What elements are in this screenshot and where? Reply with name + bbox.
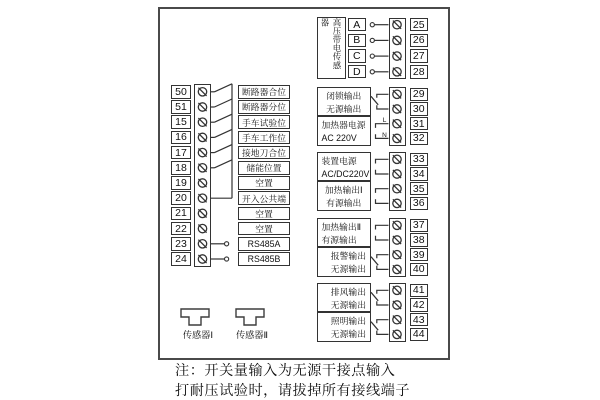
contact-top-terminal (377, 320, 389, 324)
terminal-number: 18 (171, 161, 191, 175)
terminal-screw-icon[interactable] (198, 179, 206, 187)
terminal-number: 35 (410, 182, 429, 196)
terminal-number: 43 (410, 313, 429, 327)
wire-end-circle (225, 257, 229, 261)
terminal-number: 31 (410, 117, 429, 131)
terminal-number: 32 (410, 132, 429, 146)
switch-blade-icon (215, 145, 233, 153)
terminal-screw-icon[interactable] (393, 134, 401, 142)
terminal-screw-icon[interactable] (198, 148, 206, 156)
hv-channel-box: B (348, 34, 367, 47)
switch-blade-icon (215, 114, 233, 122)
switch-blade-icon (215, 84, 233, 92)
input-label-box: 手车工作位 (238, 131, 290, 145)
contact-top-terminal (377, 94, 389, 98)
terminal-screw-icon[interactable] (393, 21, 401, 29)
output-label-line1: 闭锁输出 (326, 91, 362, 101)
sensor2-icon (236, 309, 264, 325)
terminal-screw-icon[interactable] (198, 240, 206, 248)
terminal-number: 41 (410, 284, 429, 298)
note-line-2: 打耐压试验时，请拔掉所有接线端子 (175, 383, 411, 399)
bracket-top-terminal (376, 124, 389, 128)
output-label-line2: 无源输出 (326, 103, 362, 114)
terminal-screw-icon[interactable] (393, 155, 401, 163)
note-line-1: 注：开关量输入为无源干接点输入 (175, 363, 396, 379)
line-mark: L (382, 117, 387, 125)
terminal-screw-icon[interactable] (198, 164, 206, 172)
output-label-line2: 无源输出 (330, 299, 366, 310)
contact-bottom-terminal (377, 331, 389, 335)
terminal-screw-icon[interactable] (198, 133, 206, 141)
terminal-number: 33 (410, 153, 429, 167)
terminal-screw-icon[interactable] (393, 185, 401, 193)
terminal-number: 40 (410, 263, 429, 277)
input-label-box: RS485B (238, 252, 290, 266)
terminal-screw-icon[interactable] (393, 120, 401, 128)
terminal-number: 50 (171, 85, 191, 99)
hv-channel-box: D (348, 65, 367, 78)
terminal-number: 20 (171, 191, 191, 205)
output-label-line1: 加热输出Ⅱ (321, 222, 362, 232)
terminal-number: 38 (410, 233, 429, 247)
wire-end-circle (225, 242, 229, 246)
terminal-number: 27 (410, 49, 429, 63)
input-label-box: 手车试验位 (238, 115, 290, 129)
wire-end-circle (370, 38, 374, 42)
hv-channel-box: C (348, 49, 367, 62)
terminal-screw-icon[interactable] (198, 118, 206, 126)
terminal-number: 51 (171, 100, 191, 114)
bracket-top-terminal (376, 225, 389, 229)
terminal-screw-icon[interactable] (198, 103, 206, 111)
input-label-box: 断路器分位 (238, 100, 290, 114)
terminal-screw-icon[interactable] (393, 301, 401, 309)
terminal-screw-icon[interactable] (198, 194, 206, 202)
sensor1-label: 传感器Ⅰ (182, 330, 214, 340)
terminal-number: 16 (171, 131, 191, 145)
input-label-box: 接地刀合位 (238, 146, 290, 160)
switch-blade-icon (215, 160, 233, 168)
terminal-number: 39 (410, 248, 429, 262)
bracket-top-terminal (376, 189, 389, 193)
terminal-screw-icon[interactable] (393, 286, 401, 294)
input-label-box: 断路器合位 (238, 85, 290, 99)
output-label-line1: 排风输出 (330, 287, 366, 297)
terminal-number: 26 (410, 34, 429, 48)
hv-channel-box: A (348, 18, 367, 31)
bracket-bottom-terminal (376, 236, 389, 240)
terminal-number: 30 (410, 102, 429, 116)
terminal-number: 15 (171, 115, 191, 129)
terminal-screw-icon[interactable] (393, 330, 401, 338)
output-label-line2: 有源输出 (326, 197, 362, 208)
terminal-number: 37 (410, 219, 429, 233)
terminal-screw-icon[interactable] (393, 251, 401, 259)
terminal-number: 21 (171, 207, 191, 221)
sensor2-label: 传感器Ⅱ (235, 330, 269, 340)
contact-bottom-terminal (377, 266, 389, 270)
terminal-screw-icon[interactable] (393, 316, 401, 324)
terminal-screw-icon[interactable] (393, 105, 401, 113)
bracket-top-terminal (376, 159, 389, 163)
terminal-screw-icon[interactable] (393, 265, 401, 273)
terminal-number: 19 (171, 176, 191, 190)
terminal-screw-icon[interactable] (393, 36, 401, 44)
input-label-box: RS485A (238, 237, 290, 251)
terminal-screw-icon[interactable] (393, 68, 401, 76)
terminal-number: 25 (410, 18, 429, 32)
terminal-number: 44 (410, 328, 429, 342)
terminal-screw-icon[interactable] (198, 255, 206, 263)
terminal-screw-icon[interactable] (393, 199, 401, 207)
terminal-number: 24 (171, 252, 191, 266)
input-label-box: 空置 (238, 176, 290, 190)
input-label-box: 储能位置 (238, 161, 290, 175)
output-label-line2: 有源输出 (321, 234, 357, 245)
output-label-line1: 装置电源 (321, 156, 357, 166)
contact-bottom-terminal (377, 105, 389, 109)
terminal-number: 28 (410, 65, 429, 79)
terminal-number: 29 (410, 88, 429, 102)
terminal-screw-icon[interactable] (393, 236, 401, 244)
contact-top-terminal (377, 255, 389, 259)
output-label-line1: 加热输出Ⅰ (324, 185, 363, 196)
terminal-number: 42 (410, 298, 429, 312)
terminal-number: 22 (171, 222, 191, 236)
output-label-line1: 加热器电源 (321, 120, 366, 131)
sensor1-icon (181, 309, 209, 325)
terminal-number: 36 (410, 197, 429, 211)
switch-blade-icon (215, 99, 233, 107)
terminal-screw-icon[interactable] (393, 170, 401, 178)
bracket-bottom-terminal (376, 199, 389, 203)
contact-bottom-terminal (377, 301, 389, 305)
neutral-mark: N (382, 131, 387, 139)
output-label-line2: 无源输出 (330, 263, 366, 274)
output-label-line2: AC/DC220V (321, 168, 370, 179)
terminal-number: 34 (410, 167, 429, 181)
terminal-screw-icon[interactable] (198, 209, 206, 217)
wire-end-circle (370, 23, 374, 27)
hv-sensor-label: 高压带电传感器 (320, 18, 342, 70)
bracket-bottom-terminal (376, 170, 389, 174)
terminal-screw-icon[interactable] (393, 52, 401, 60)
input-label-box: 空置 (238, 222, 290, 236)
terminal-screw-icon[interactable] (198, 88, 206, 96)
input-label-box: 空置 (238, 207, 290, 221)
input-label-box: 开入公共端 (238, 191, 290, 205)
wire-end-circle (370, 54, 374, 58)
switch-blade-icon (215, 129, 233, 137)
terminal-number: 23 (171, 237, 191, 251)
output-label-line2: AC 220V (321, 132, 357, 143)
terminal-screw-icon[interactable] (393, 221, 401, 229)
terminal-number: 17 (171, 146, 191, 160)
output-label-line2: 无源输出 (330, 328, 366, 339)
output-label-line1: 照明输出 (330, 316, 366, 327)
output-label-line1: 报警输出 (330, 251, 366, 262)
wire-end-circle (370, 70, 374, 74)
contact-top-terminal (377, 290, 389, 294)
terminal-screw-icon[interactable] (393, 90, 401, 98)
terminal-screw-icon[interactable] (198, 224, 206, 232)
